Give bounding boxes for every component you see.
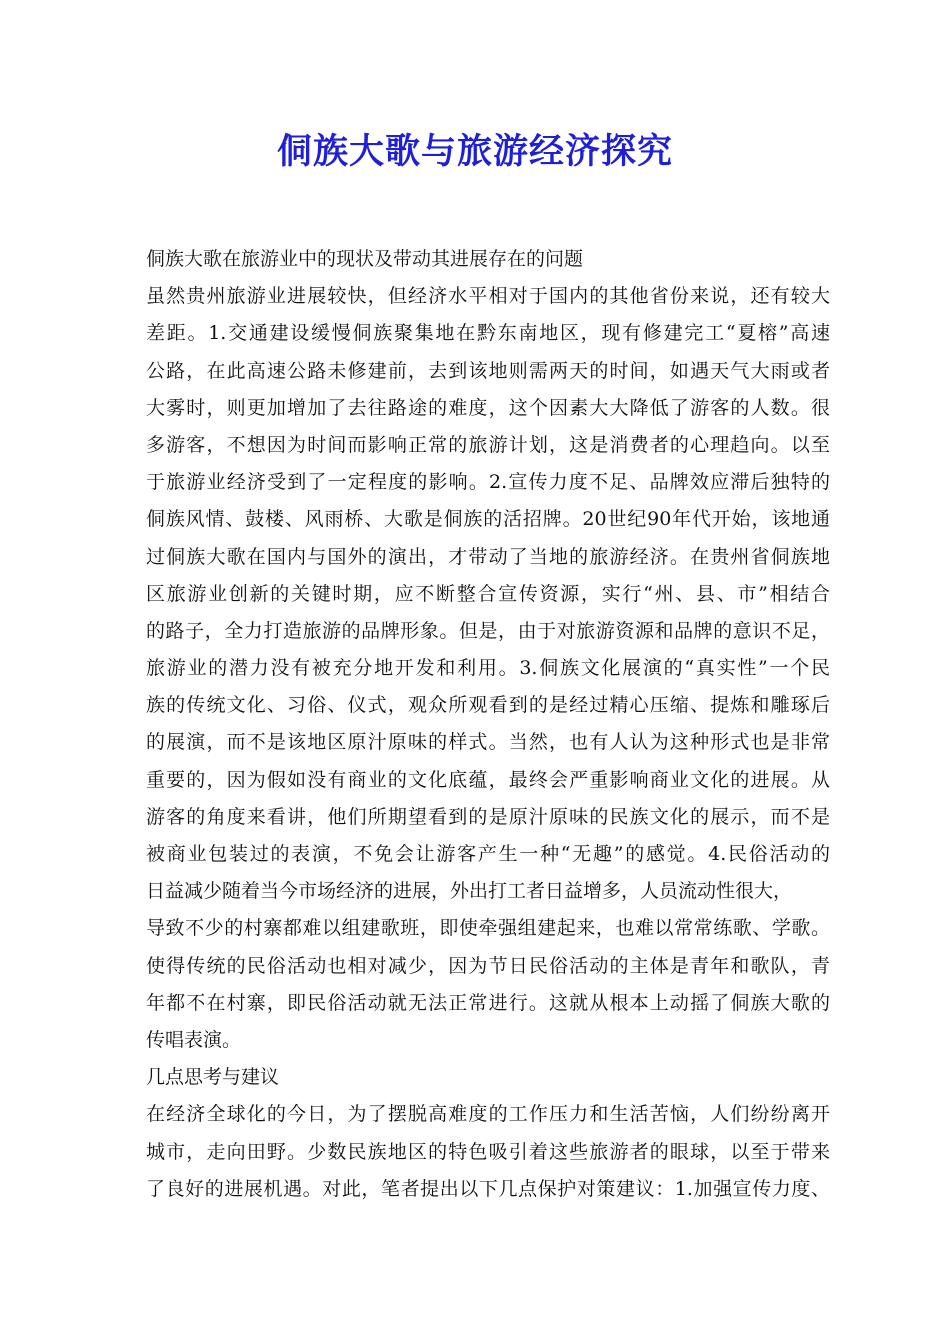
body-line: 的展演，而不是该地区原汁原味的样式。当然，也有人认为这种形式也是非常 xyxy=(146,731,830,754)
body-line: 差距。1.交通建设缓慢侗族聚集地在黔东南地区，现有修建完工“夏榕”高速 xyxy=(146,322,830,345)
body-line: 传唱表演。 xyxy=(146,1028,242,1051)
document-title: 侗族大歌与旅游经济探究 xyxy=(276,131,673,172)
section-heading: 几点思考与建议 xyxy=(146,1066,280,1089)
body-line: 过侗族大歌在国内与国外的演出，才带动了当地的旅游经济。在贵州省侗族地 xyxy=(146,545,830,568)
body-line: 侗族风情、鼓楼、风雨桥、大歌是侗族的活招牌。20世纪90年代开始，该地通 xyxy=(146,508,830,531)
body-line: 于旅游业经济受到了一定程度的影响。2.宣传力度不足、品牌效应滞后独特的 xyxy=(146,471,830,494)
body-line: 多游客，不想因为时间而影响正常的旅游计划，这是消费者的心理趋向。以至 xyxy=(146,433,830,456)
section-heading: 侗族大歌在旅游业中的现状及带动其进展存在的问题 xyxy=(146,248,584,270)
body-line: 年都不在村寨，即民俗活动就无法正常进行。这就从根本上动摇了侗族大歌的 xyxy=(146,991,830,1014)
body-line: 重要的，因为假如没有商业的文化底蕴，最终会严重影响商业文化的进展。从 xyxy=(146,768,830,791)
body-line: 导致不少的村寨都难以组建歌班，即使牵强组建起来，也难以常常练歌、学歌。 xyxy=(146,917,830,940)
body-line: 区旅游业创新的关键时期，应不断整合宣传资源，实行“州、县、市”相结合 xyxy=(146,582,830,605)
body-line: 的路子，全力打造旅游的品牌形象。但是，由于对旅游资源和品牌的意识不足， xyxy=(146,619,830,642)
body-line: 城市，走向田野。少数民族地区的特色吸引着这些旅游者的眼球，以至于带来 xyxy=(146,1140,830,1163)
body-line: 旅游业的潜力没有被充分地开发和利用。3.侗族文化展演的“真实性”一个民 xyxy=(146,657,830,680)
body-line: 了良好的进展机遇。对此，笔者提出以下几点保护对策建议：1.加强宣传力度、 xyxy=(146,1177,830,1200)
document-body xyxy=(146,241,830,1208)
body-line: 公路，在此高速公路未修建前，去到该地则需两天的时间，如遇天气大雨或者 xyxy=(146,359,830,382)
body-line: 使得传统的民俗活动也相对减少，因为节日民俗活动的主体是青年和歌队，青 xyxy=(146,954,830,977)
body-line: 虽然贵州旅游业进展较快，但经济水平相对于国内的其他省份来说，还有较大 xyxy=(146,285,830,308)
body-line: 被商业包装过的表演，不免会让游客产生一种“无趣”的感觉。4.民俗活动的 xyxy=(146,843,830,865)
body-line: 游客的角度来看讲，他们所期望看到的是原汁原味的民族文化的展示，而不是 xyxy=(146,805,830,828)
body-line: 族的传统文化、习俗、仪式，观众所观看到的是经过精心压缩、提炼和雕琢后 xyxy=(146,694,830,717)
body-line: 日益减少随着当今市场经济的进展，外出打工者日益增多，人员流动性很大， xyxy=(146,880,793,903)
body-line: 大雾时，则更加增加了去往路途的难度，这个因素大大降低了游客的人数。很 xyxy=(146,396,830,419)
body-line: 在经济全球化的今日，为了摆脱高难度的工作压力和生活苦恼，人们纷纷离开 xyxy=(146,1103,830,1126)
